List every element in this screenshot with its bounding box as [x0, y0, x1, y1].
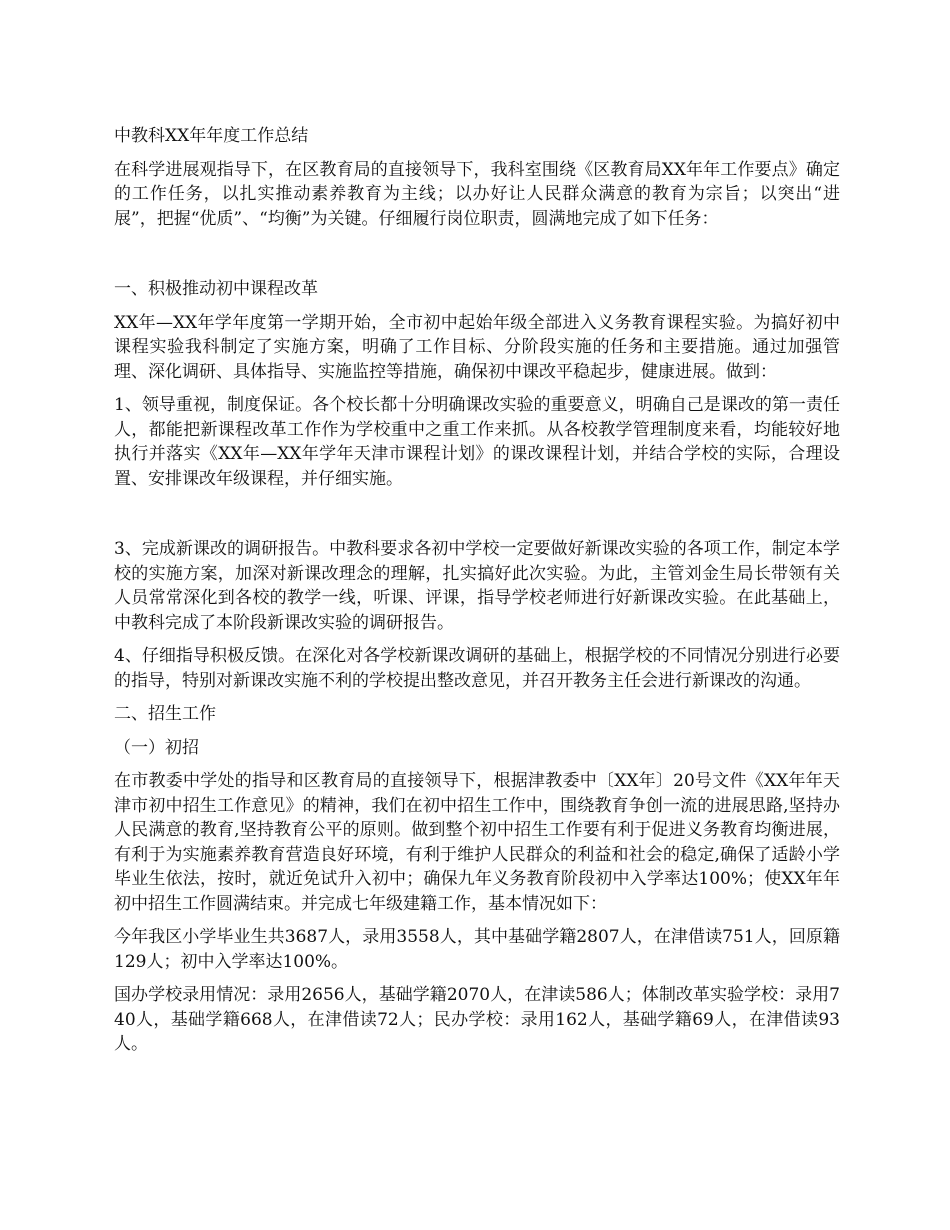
section-heading: 二、招生工作: [114, 704, 216, 724]
statistics-paragraph: 今年我区小学毕业生共3687人，录用3558人，其中基础学籍2807人，在津借读751人，回原籍129人；初中入学率达100%。: [114, 927, 840, 972]
subsection-heading: （一）初招: [114, 737, 199, 758]
section-heading: 一、积极推动初中课程改革: [114, 279, 318, 299]
list-item: 1、领导重视，制度保证。各个校长都十分明确课改实验的重要意义，明确自己是课改的第一责任人，都能把新课程改革工作作为学校重中之重工作来抓。从各校教学管理制度来看，均能较好地执行并落实《XX年—XX年学年天津市课程计划》的课改课程计划，并结合学校的实际，合理设置、安排课改年级课程，并仔细实施。: [114, 395, 840, 489]
intro-paragraph: 在科学进展观指导下，在区教育局的直接领导下，我科室围绕《区教育局XX年年工作要点》确定的工作任务，以扎实推动素养教育为主线；以办好让人民群众满意的教育为宗旨；以突出“进展”，把握“优质”、“均衡”为关键。仔细履行岗位职责，圆满地完成了如下任务：: [114, 159, 840, 229]
document-title: 中教科XX年年度工作总结: [114, 126, 309, 146]
statistics-paragraph: 国办学校录用情况：录用2656人，基础学籍2070人，在津读586人；体制改革实验学校：录用740人，基础学籍668人，在津借读72人；民办学校：录用162人，基础学籍69人，在津借读93人。: [114, 985, 840, 1054]
enrollment-paragraph: 在市教委中学处的指导和区教育局的直接领导下，根据津教委中〔XX年〕20号文件《XX年年天津市初中招生工作意见》的精神，我们在初中招生工作中，围绕教育争创一流的进展思路,坚持办人民满意的教育,坚持教育公平的原则。做到整个初中招生工作要有利于促进义务教育均衡进展，有利于为实施素养教育营造良好环境，有利于维护人民群众的利益和社会的稳定,确保了适龄小学毕业生依法，按时，就近免试升入初中；确保九年义务教育阶段初中入学率达100%；使XX年年初中招生工作圆满结束。并完成七年级建籍工作，基本情况如下：: [114, 771, 840, 914]
section-intro-paragraph: XX年—XX年学年度第一学期开始，全市初中起始年级全部进入义务教育课程实验。为搞好初中课程实验我科制定了实施方案，明确了工作目标、分阶段实施的任务和主要措施。通过加强管理、深化调研、具体指导、实施监控等措施，确保初中课改平稳起步，健康进展。做到：: [114, 312, 840, 382]
list-item: 4、仔细指导积极反馈。在深化对各学校新课改调研的基础上，根据学校的不同情况分别进行必要的指导，特别对新课改实施不利的学校提出整改意见，并召开教务主任会进行新课改的沟通。: [114, 646, 840, 691]
list-item: 3、完成新课改的调研报告。中教科要求各初中学校一定要做好新课改实验的各项工作，制定本学校的实施方案，加深对新课改理念的理解，扎实搞好此次实验。为此，主管刘金生局长带领有关人员常常深化到各校的教学一线，听课、评课，指导学校老师进行好新课改实验。在此基础上，中教科完成了本阶段新课改实验的调研报告。: [114, 539, 840, 633]
document-body: [114, 124, 840, 1066]
